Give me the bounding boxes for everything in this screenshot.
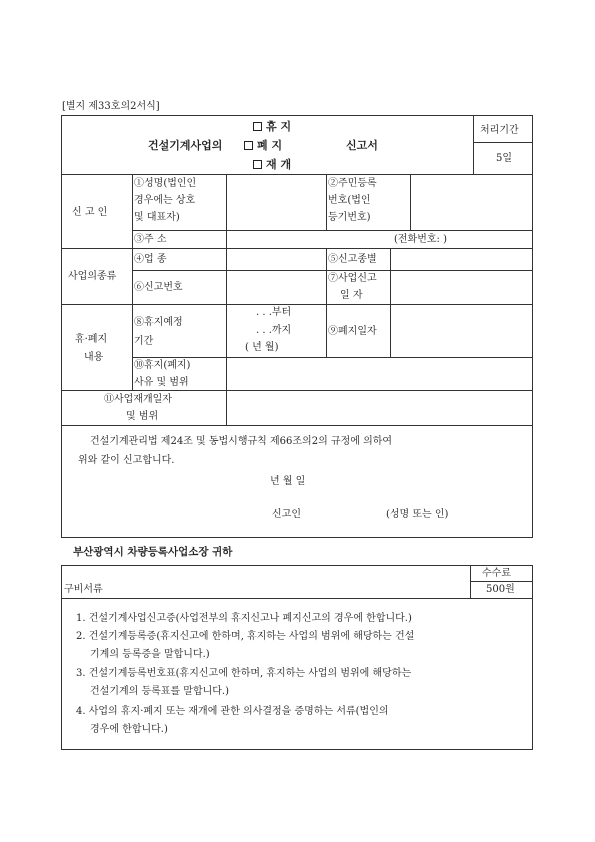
divider (470, 581, 533, 582)
title-option-close[interactable]: 폐 지 (244, 139, 282, 153)
resume-label: 및 범위 (126, 411, 159, 422)
fee-label: 수수료 (482, 568, 511, 579)
divider (326, 304, 327, 357)
period-to[interactable]: . . .까지 (256, 325, 292, 336)
name-field[interactable] (227, 175, 325, 229)
signature-field[interactable]: (성명 또는 인) (386, 509, 449, 520)
processing-label: 처리기간 (480, 125, 519, 136)
period-label: 기간 (134, 336, 154, 347)
reason-label: ⑩휴지(폐지) (134, 360, 191, 371)
id-label: ②주민등록 (328, 178, 377, 189)
form-reference: [별지 제33호의2서식] (62, 101, 160, 112)
id-label: 번호(법인 (328, 195, 371, 206)
closure-date-field[interactable] (391, 305, 532, 356)
closure-date-label: ⑨폐지일자 (328, 326, 377, 337)
divider (326, 248, 327, 304)
id-label: 등기번호) (328, 212, 371, 223)
report-number-field[interactable] (227, 271, 325, 303)
report-number-label: ⑥신고번호 (134, 282, 183, 293)
divider (132, 174, 133, 390)
period-from[interactable]: . . .부터 (256, 307, 292, 318)
title-prefix: 건설기계사업의 (148, 139, 223, 152)
period-duration[interactable]: ( 년 월) (245, 342, 279, 353)
id-field[interactable] (411, 175, 532, 229)
title-suffix: 신고서 (346, 139, 378, 152)
address-label: ③주 소 (134, 234, 167, 245)
resume-field[interactable] (227, 391, 532, 424)
checkbox-icon[interactable] (244, 141, 253, 150)
phone-label: (전화번호: ) (394, 234, 447, 245)
divider (326, 174, 327, 230)
report-type-label: ⑤신고종별 (328, 254, 377, 265)
statement-line: 건설기계관리법 제24조 및 동법시행규칙 제66조의2의 규정에 의하여 (90, 436, 393, 447)
title-option-resume[interactable]: 재 개 (253, 158, 291, 172)
suspension-section: 내용 (84, 352, 104, 363)
report-date-label: ⑦사업신고 (328, 273, 377, 284)
divider (61, 598, 533, 599)
signer-label: 신고인 (272, 509, 301, 520)
addressee: 부산광역시 차량등록사업소장 귀하 (73, 546, 233, 558)
name-label: ①성명(법인인 (134, 178, 197, 189)
checkbox-icon[interactable] (253, 122, 262, 131)
fee-value: 500원 (486, 584, 515, 595)
statement-date[interactable]: 년 월 일 (270, 476, 306, 487)
name-label: 경우에는 상호 (134, 195, 196, 206)
business-type-field[interactable] (227, 249, 325, 269)
reason-label: 사유 및 범위 (134, 377, 189, 388)
suspension-section: 휴·폐지 (75, 334, 108, 345)
divider (473, 142, 533, 143)
period-label: ⑧휴지예정 (134, 317, 183, 328)
checkbox-icon[interactable] (253, 160, 262, 169)
report-type-field[interactable] (391, 249, 532, 269)
business-section: 사업의종류 (68, 271, 117, 282)
resume-label: ⑪사업재개일자 (104, 394, 172, 405)
address-field[interactable] (227, 231, 532, 247)
documents-label: 구비서류 (64, 584, 103, 595)
business-type-label: ④업 종 (134, 254, 167, 265)
reporter-section: 신 고 인 (72, 207, 108, 218)
processing-value: 5일 (496, 153, 513, 164)
report-date-field[interactable] (391, 271, 532, 303)
document-item: 4. 사업의 휴지·폐지 또는 재개에 관한 의사결정을 증명하는 서류(법인의 (76, 706, 389, 717)
reason-field[interactable] (227, 358, 532, 389)
document-item: 경우에 한합니다.) (90, 724, 168, 735)
divider (61, 425, 533, 426)
document-item: 2. 건설기계등록증(휴지신고에 한하며, 휴지하는 사업의 범위에 해당하는 건설 (76, 631, 415, 642)
statement-line: 위와 같이 신고합니다. (78, 455, 175, 466)
divider (473, 115, 474, 174)
title-option-suspend[interactable]: 휴 지 (253, 120, 291, 134)
document-item: 1. 건설기계사업신고증(사업전부의 휴지신고나 폐지신고의 경우에 한합니다.) (76, 613, 412, 624)
document-item: 기계의 등록증을 말합니다.) (90, 649, 210, 660)
name-label: 및 대표자) (134, 212, 180, 223)
document-item: 건설기계의 등록표를 말합니다.) (90, 686, 230, 697)
report-date-label: 일 자 (340, 290, 363, 301)
document-item: 3. 건설기계등록번호표(휴지신고에 한하며, 휴지하는 사업의 범위에 해당하는 (76, 668, 412, 679)
